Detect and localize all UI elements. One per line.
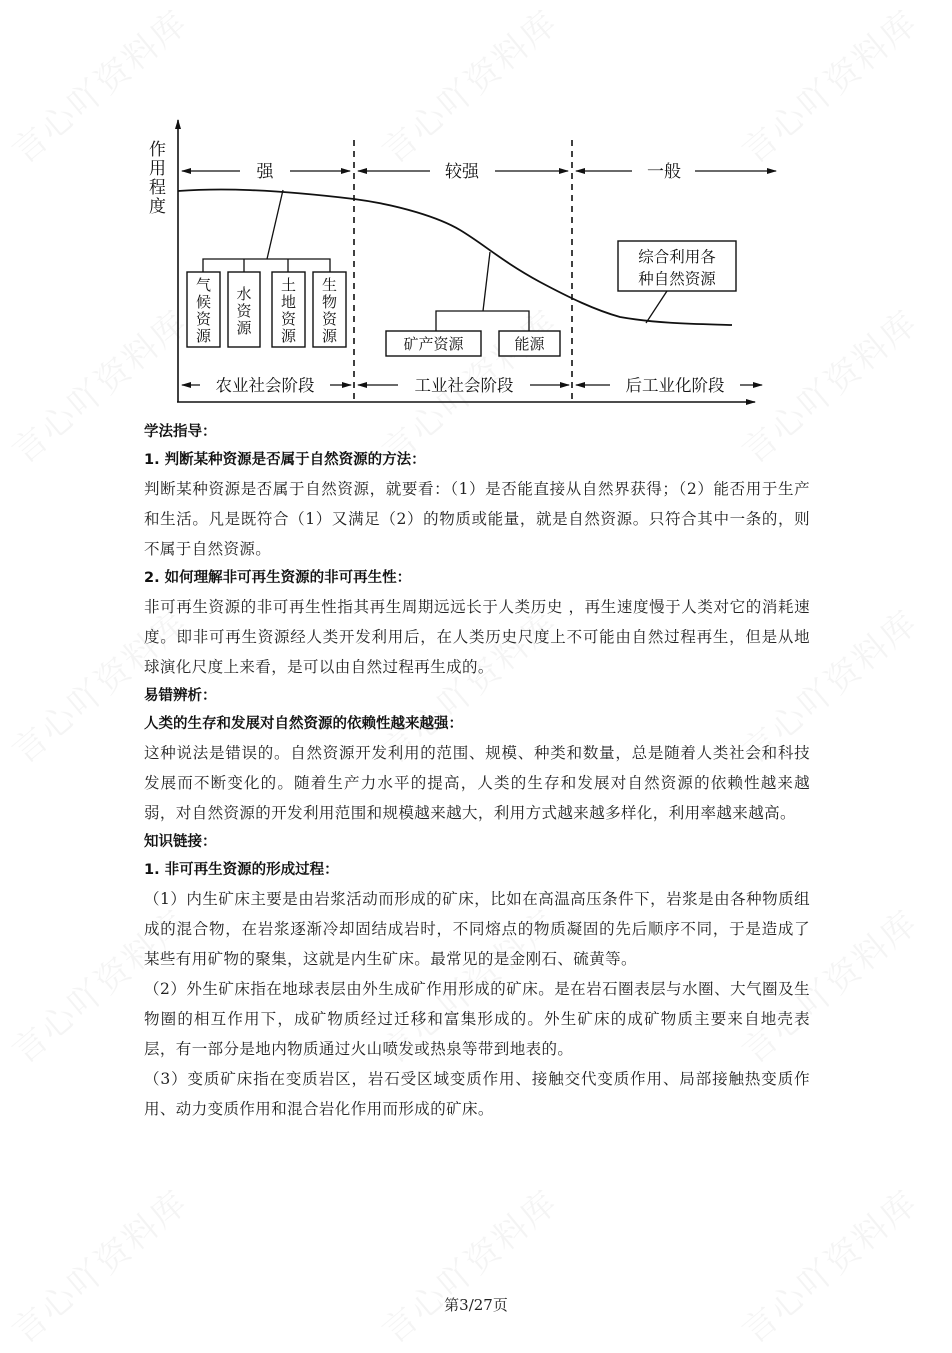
svg-text:资: 资 [321,310,338,328]
agri-resource-box [313,272,346,347]
svg-text:源: 源 [280,327,297,345]
paragraph: 非可再生资源的非可再生性指其再生周期远远长于人类历史 ，再生速度慢于人类对它的消耗速度。即非可再生资源经人类开发利用后，在人类历史尺度上不可能由自然过程再生，但是从地球演化尺度上来看，是可以由自然过程再生成的。 [144,598,810,676]
agri-resource-box [228,272,260,347]
svg-text:源: 源 [195,327,212,345]
section-heading-common-mistakes: 易错辨析： [144,688,217,704]
svg-text:物: 物 [321,293,338,311]
svg-text:资: 资 [195,310,212,328]
resource-role-diagram [140,110,780,415]
paragraph-endogenous-deposit: （1）内生矿床主要是由岩浆活动而形成的矿床，比如在高温高压条件下，岩浆是由各种物质组成的混合物，在岩浆逐渐冷却固结成岩时，不同熔点的物质凝固的先后顺序不同，于是造成了某些有用矿物的聚集，这就是内生矿床。最常见的是金刚石、硫黄等。 [144,890,810,968]
watermark [730,1176,927,1352]
industrial-connector [436,252,529,331]
svg-text:源: 源 [321,327,338,345]
degree-label-general: 一般 [647,162,681,182]
svg-text:源: 源 [236,319,252,337]
agri-resource-box [187,272,220,347]
subheading-nonrenewable: 2. 如何理解非可再生资源的非可再生性： [144,570,412,586]
svg-text:候: 候 [195,293,212,311]
svg-text:资: 资 [236,302,252,320]
svg-text:能源: 能源 [514,335,545,353]
page-number: 第3/27页 [444,1296,508,1314]
subheading-formation-process: 1. 非可再生资源的形成过程： [144,862,339,878]
svg-text:综合利用各: 综合利用各 [638,248,716,266]
svg-text:地: 地 [280,293,297,311]
degree-label-strong: 强 [256,162,274,182]
stage-label-industrial: 工业社会阶段 [414,376,514,395]
svg-text:种自然资源: 种自然资源 [638,270,716,288]
paragraph-metamorphic-deposit: （3）变质矿床指在变质岩区，岩石受区域变质作用、接触交代变质作用、局部接触热变质作用、动力变质作用和混合岩化作用而形成的矿床。 [144,1070,810,1118]
agri-connector [203,190,330,272]
paragraph-exogenous-deposit: （2）外生矿床指在地球表层由外生成矿作用形成的矿床。是在岩石圈表层与水圈、大气圈及生物圈的相互作用下，成矿物质经过迁移和富集形成的。外生矿床的成矿物质主要来自地壳表层，有一部分是地内物质通过火山喷发或热泉等带到地表的。 [144,980,810,1058]
degree-label-fairly-strong: 较强 [445,162,479,182]
svg-text:用: 用 [149,159,166,179]
industrial-resource-box [499,331,560,356]
section-heading-study-guide: 学法指导： [144,424,217,440]
svg-text:生: 生 [321,276,338,294]
stage-label-post-industrial: 后工业化阶段 [625,376,725,395]
paragraph: 这种说法是错误的。自然资源开发利用的范围、规模、种类和数量，总是随着人类社会和科技发展而不断变化的。随着生产力水平的提高，人类的生存和发展对自然资源的依赖性越来越弱，对自然资源的开发利用范围和规模越来越大，利用方式越来越多样化，利用率越来越高。 [144,744,810,822]
post-industrial-connector [646,291,667,323]
watermark [0,1176,196,1352]
svg-text:度: 度 [149,197,166,217]
industrial-resource-box [386,331,481,356]
stage-label-agricultural: 农业社会阶段 [215,376,315,395]
subheading-dependency: 人类的生存和发展对自然资源的依赖性越来越强： [144,716,463,732]
watermark [370,1176,567,1352]
y-axis-label [149,140,166,217]
post-industrial-box [618,241,736,291]
svg-text:气: 气 [195,276,212,294]
agri-resource-box [272,272,305,347]
svg-text:土: 土 [280,276,297,294]
svg-text:水: 水 [236,285,252,303]
paragraph: 判断某种资源是否属于自然资源，就要看：（1）是否能直接从自然界获得；（2）能否用于生产和生活。凡是既符合（1）又满足（2）的物质或能量，就是自然资源。只符合其中一条的，则不属于自然资源。 [144,480,810,558]
section-heading-knowledge-link: 知识链接： [144,834,217,850]
subheading-natural-resource-method: 1. 判断某种资源是否属于自然资源的方法： [144,452,426,468]
document-body [144,418,810,1124]
svg-text:矿产资源: 矿产资源 [403,335,464,353]
svg-text:作: 作 [149,140,166,160]
svg-text:资: 资 [280,310,297,328]
svg-text:程: 程 [149,178,166,198]
